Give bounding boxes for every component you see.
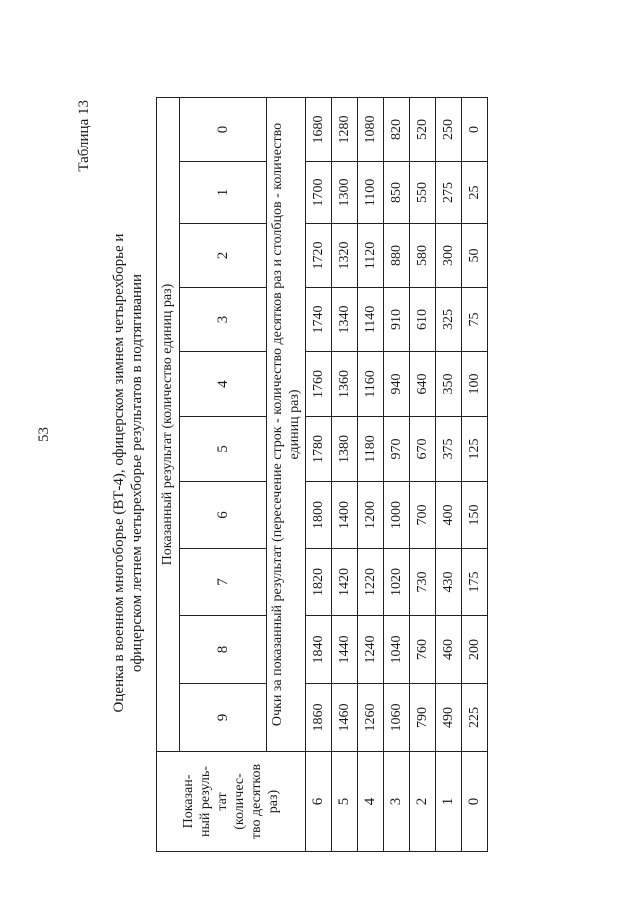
table-cell: 1140 xyxy=(358,288,384,352)
table-row xyxy=(462,97,488,851)
table-cell: 125 xyxy=(462,417,488,482)
table-cell: 700 xyxy=(410,482,436,549)
table-cell: 730 xyxy=(410,549,436,616)
table-cell: 760 xyxy=(410,616,436,684)
table-cell: 1160 xyxy=(358,352,384,417)
table-cell: 150 xyxy=(462,482,488,549)
table-cell: 1780 xyxy=(306,417,332,482)
table-cell: 1220 xyxy=(358,549,384,616)
table-cell: 1020 xyxy=(384,549,410,616)
table-cell: 940 xyxy=(384,352,410,417)
table-cell: 1400 xyxy=(332,482,358,549)
row-label: 6 xyxy=(306,752,332,852)
table-cell: 910 xyxy=(384,288,410,352)
table-cell: 1700 xyxy=(306,162,332,224)
table-cell: 1680 xyxy=(306,97,332,161)
table-caption xyxy=(110,88,146,858)
table-cell: 970 xyxy=(384,417,410,482)
table-cell: 1060 xyxy=(384,684,410,752)
table-cell: 610 xyxy=(410,288,436,352)
row-label: 1 xyxy=(436,752,462,852)
table-row xyxy=(436,97,462,851)
table-row xyxy=(332,97,358,851)
table-cell: 25 xyxy=(462,162,488,224)
table-cell: 1340 xyxy=(332,288,358,352)
corner-header-line: Показан- xyxy=(181,774,196,829)
table-cell: 1820 xyxy=(306,549,332,616)
column-header: 1 xyxy=(180,162,267,224)
subheader-line: единиц раз) xyxy=(287,389,302,460)
table-cell: 580 xyxy=(410,224,436,288)
table-cell: 1320 xyxy=(332,224,358,288)
table-cell: 1000 xyxy=(384,482,410,549)
table-cell: 1120 xyxy=(358,224,384,288)
column-header: 3 xyxy=(180,288,267,352)
table-cell: 75 xyxy=(462,288,488,352)
table-cell: 1440 xyxy=(332,616,358,684)
row-label: 3 xyxy=(384,752,410,852)
table-cell: 225 xyxy=(462,684,488,752)
page-number: 53 xyxy=(36,427,52,442)
table-cell: 1260 xyxy=(358,684,384,752)
column-header: 6 xyxy=(180,482,267,549)
table-cell: 1420 xyxy=(332,549,358,616)
table-cell: 1460 xyxy=(332,684,358,752)
table-cell: 1080 xyxy=(358,97,384,161)
table-cell: 175 xyxy=(462,549,488,616)
table-cell: 1840 xyxy=(306,616,332,684)
table-cell: 400 xyxy=(436,482,462,549)
table-cell: 200 xyxy=(462,616,488,684)
table-label: Таблица 13 xyxy=(76,100,92,172)
column-header: 4 xyxy=(180,352,267,417)
table-row xyxy=(384,97,410,851)
row-label: 5 xyxy=(332,752,358,852)
table-cell: 790 xyxy=(410,684,436,752)
row-label: 2 xyxy=(410,752,436,852)
table-cell: 460 xyxy=(436,616,462,684)
table-cell: 1040 xyxy=(384,616,410,684)
table-cell: 670 xyxy=(410,417,436,482)
column-header: 0 xyxy=(180,97,267,161)
corner-header-line: (количес- xyxy=(232,773,247,830)
table-cell: 1100 xyxy=(358,162,384,224)
column-header: 7 xyxy=(180,549,267,616)
table-cell: 250 xyxy=(436,97,462,161)
table-cell: 490 xyxy=(436,684,462,752)
table-cell: 1740 xyxy=(306,288,332,352)
table-cell: 1380 xyxy=(332,417,358,482)
table-cell: 1180 xyxy=(358,417,384,482)
table-cell: 0 xyxy=(462,97,488,161)
row-label: 4 xyxy=(358,752,384,852)
table-cell: 1240 xyxy=(358,616,384,684)
table-cell: 1300 xyxy=(332,162,358,224)
table-cell: 275 xyxy=(436,162,462,224)
table-cell: 1360 xyxy=(332,352,358,417)
caption-line-2: офицерском летнем четырехборье результатов в подтягивании xyxy=(129,273,145,673)
score-table xyxy=(156,97,488,852)
rotated-page-content xyxy=(70,88,510,858)
table-cell: 1200 xyxy=(358,482,384,549)
column-header: 9 xyxy=(180,684,267,752)
table-cell: 350 xyxy=(436,352,462,417)
table-row xyxy=(306,97,332,851)
corner-header-line: ный резуль- xyxy=(198,766,213,837)
table-row xyxy=(410,97,436,851)
table-cell: 430 xyxy=(436,549,462,616)
subheader-line: Очки за показанный результат (пересечение строк - количество десятков раз и столбцов - количество xyxy=(270,122,285,727)
table-cell: 550 xyxy=(410,162,436,224)
table-cell: 820 xyxy=(384,97,410,161)
points-subheader xyxy=(267,97,306,751)
group-header: Показанный результат (количество единиц раз) xyxy=(157,97,180,751)
table-cell: 1860 xyxy=(306,684,332,752)
table-cell: 100 xyxy=(462,352,488,417)
table-row xyxy=(358,97,384,851)
table-cell: 1760 xyxy=(306,352,332,417)
column-header: 5 xyxy=(180,417,267,482)
corner-header-line: тво десятков xyxy=(249,763,264,840)
corner-header-line: раз) xyxy=(266,789,281,814)
table-cell: 1800 xyxy=(306,482,332,549)
caption-line-1: Оценка в военном многоборье (ВТ-4), офицерском зимнем четырехборье и xyxy=(111,233,127,713)
table-cell: 850 xyxy=(384,162,410,224)
table-cell: 1720 xyxy=(306,224,332,288)
table-cell: 640 xyxy=(410,352,436,417)
table-cell: 880 xyxy=(384,224,410,288)
table-cell: 520 xyxy=(410,97,436,161)
corner-header xyxy=(157,752,306,852)
table-cell: 325 xyxy=(436,288,462,352)
table-cell: 50 xyxy=(462,224,488,288)
row-label: 0 xyxy=(462,752,488,852)
table-cell: 1280 xyxy=(332,97,358,161)
column-header: 2 xyxy=(180,224,267,288)
corner-header-line: тат xyxy=(215,792,230,811)
column-header: 8 xyxy=(180,616,267,684)
table-cell: 375 xyxy=(436,417,462,482)
table-cell: 300 xyxy=(436,224,462,288)
